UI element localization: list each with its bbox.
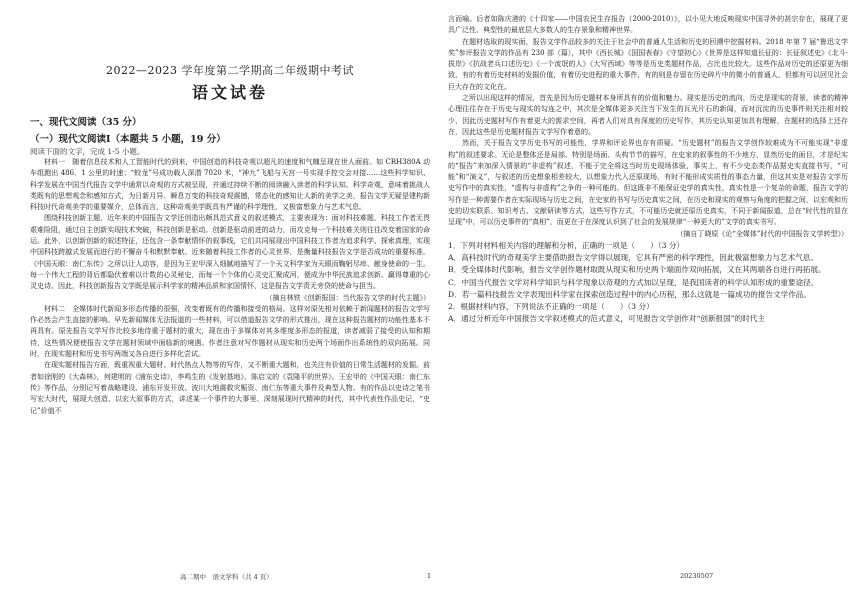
material-two-paragraph: 材料二 全媒体时代新闻多形态传播的很强，改变着既有的传播和接受的格局。这样对原先相对依赖于新闻题材的报告文学写作必然会产生直接的影响。早先新闻媒体无法报道的一些材料，可以借道报告文学的形式推出，现在这种报告题材的功能性基本不再具有。原先报告文学写作比较多地侍重于题材的重大，现在由于多媒体对其多维度多形态的报道，读者减弱了接受的认知和期待，这些情况便使报告文学在题材领域中面临新的境遇。作者注意对写作题材从现实和历史两个场面作出系统性的双向拓展。同时，在现实题材和历史书写两端又各自进行多样化尝试。: [30, 304, 430, 359]
section-heading: 一、现代文阅读（35 分）: [30, 117, 142, 128]
left-column: [30, 157, 430, 417]
right-column: [448, 14, 848, 325]
question-1-option-b: B．受全媒体时代影响，报告文学创作题材取既从现实和历史两个端面作双向拓展，又在其两端各自进行再拓展。: [448, 265, 826, 275]
material-two-paragraph: 在题材选取的现实面，报告文学作品较多的关注于社会中的普通人生活和历史的回溯中挖掘材料。2018 年第 7 届“鲁迅文学奖”参评报告文学的作品有 230 部（篇），其中《西长城》《国国表春》《守望初心》《世界是这样知道长征的：长征叙述史》《北斗·拔岸》《抗战老兵口述历史》《一个流氓的人》《大写西域》等等是历史类题材作品，占比也比较大。这些作品对历史的还原更为细致，有的有着历史材料的发掘价值，有着历史进程的重大事件，有的则是存留在历史碎片中的微小的普通人，但都有可以回见社会巨大存在的文化在。: [448, 37, 848, 91]
question-1-option-a: A．高科技时代的奇观美学主要借助报告文学得以展现，它具有严密的科学理性，因此极富想象力与艺术气息。: [448, 253, 818, 263]
footer-page-number: 1: [427, 572, 432, 580]
question-1-option-d: D．若一篇科技报告文学表现出科学家在探索创造过程中的内心历程，那么这就是一篇成功的报告文学作品。: [448, 289, 811, 299]
material-two-paragraph: 然而，关于报告文学历史书写的可能性，学界和评论界也存有质疑。“历史题材”的报告文学创作较难成为不可能实现“非虚构”的叙述要求。无论是整体还是局部、特别是场面、头构节节的描写，在史家的叙事性的不少地方，显然历史的面目，才是纪实的“报告”来加深入情景的“非虚构”叙述，不能于完全将这当时历史现场体验，事实上，有不少史态类作品据史实直接书写，“可能”和“演义”，与叙述的历史想象相差较大，以想象力代入还原现场，有时不能形成实质性的事态力量，但这其实是对报告文学历史写作中的真实性，“虚构与非虚构”之争的一种可能的。但这既非不能保证史学的真实性，真实性是一个复杂的命题，报告文学的写作是一种需要作者在实际现场与历史之间，在史家的书写与历史真实之间，在历史和现实的观察与角度的把握之间，以宏观和历史的切实联系、知识考古、文献研读等方式，这些写作方式，不可能历史就还原历史真实，不同于新闻报道，总在“时代性的显在呈现”中，可以历史事件的“真相”，而更在于在深度认识到了社会的发展规律“一种更大的”文学的真实书写。: [448, 139, 848, 227]
material-two-paragraph: 之所以出现这样的情况，首先是因为历史题材本身所具有的价值和魅力。现实是历史的流向，历史是现实的背景，读者的精神心理往往存在于历史与现实的勾连之中，其次是全媒体更多关注当下发生的瓦光片石的新闻，而对沉淀的历史事件则关注相对较少，因此历史题材写作有着更大的需求空间，再者人们对具有深度的历史写作，其历史认知更加具有理解，在题材的选择上还存在，因此这些是历史题材报告文学写作着意的。: [448, 94, 848, 136]
material-one-paragraph: 材料一 随着信息技术和人工智能时代的到来，中国创造的科技奇观以超凡的速度和气魄呈现在世人面前。如 CRH380A 动车组跑出 486．1 公里的时速；“蛟龙”号成功载人深潜 7020 米，“神九”飞船与天宫一号实现手控交会对接……这些科学知识、科学发展在中国当代报告文学中通常以奇观的方式被呈现，并通过持续不断的阅读融入读者的科学认知。科学奇观，意味着挑战人类既有的思想观念和感知方式，为日新月异、瞬息万变的科技奇观震撼，常态化的感知让人新的美学之美，报告文学无疑是建构新科技时代奇观美学的重要媒介，总体而言，这种奇观美学既具有严谨的科学理性，又极富想象力与艺术气息。: [30, 158, 430, 212]
material-two-paragraph: 在现实题材报告方面，既重视重大题材、时代热点人物等的写作，又不断重大题和，也关注有价值的日常生活题材的发掘。前者如徐刚的《大森林》，何建明的《浦东史诗》，李鸣生的《发射基地》、陈启文的《袁隆平的世界》。王宏甲的《中国天眼：南仁东传》等作品，分别记写着战略建设、浦东开发开放、波川大地震救灾赈资、南仁东等重大事件及典型人物。有的作品以史诗之笔书写宏大时代，展现大创造、以宏大叙事的方式，讲述某一个事件的大事里、深刻展现时代精神的时代，其中代表性作品史记，“史记”价值不: [30, 361, 430, 415]
material-one-paragraph: 围绕科技创新主题，近年来的中国报告文学还创造出颇具范式意义的叙述模式，主要表现为：面对科技难题，科技工作者无畏艰难险阻，通过自主创新实现技术突破，科技创新是驱动。创新是驱动前进的动力，而攻克每一个科技难关则往往改变着国家的命运。此外，以创新创新的叙述特征，还包含一条奉献情怀的叙事线，它们共同展现出中国科技工作者为追求科学、探索真理，实现中国科技跨越式发展而进行的不懈奋斗和默默奉献。近来随着科技工作者的心灵世界，是衡量科技报告文学是否成功的重要标准。《中国天眼：南仁东传》之所以让人动容，是因为王宏甲深入细腻地描写了一个天文科学家为天眼而鞠躬尽瘁、献身使命的一生。每一个伟大工程的背后都隐伏着难以计数的心灵秘史，而每一个个体的心灵史汇聚成河，便成为中华民族追求创新、赢得尊重的心灵史诗。因此，科技创新报告文学既是展示科学家的精神品质和家国情怀，这是报告文学责无旁贷的使命与担当。: [30, 214, 430, 291]
question-2-stem: 2．根据材料内容，下列说法不正确的一项是（ ）（3 分）: [448, 301, 654, 311]
footer-subject: 高二期中 语文学科（共 4 页）: [180, 573, 273, 581]
exam-title: 2022—2023 学年度第二学期高二年级期中考试: [106, 64, 354, 77]
question-2-option-a: A．通过分析近年中国报告文学叙述模式的范式意义，可见报告文学创作对“创新报国”的时代主: [448, 314, 765, 324]
subject-title: 语文试卷: [191, 83, 268, 102]
material-two-paragraph: 言而喻。后者如陈庆港的《十四家——中国农民生存报告（2000-2010）》，以小见大地反映现实中国寻外的甚宗存在，展现了更具广泛性、典型性的最底层大多数人的生存景象和精神世界。: [448, 15, 848, 35]
question-1-stem: 1．下列对材料相关内容的理解和分析，正确的一项是（ ）（3 分）: [448, 240, 685, 250]
footer-date-code: 20230507: [680, 572, 714, 580]
citation-one: （摘自林铁《创新报国：当代报告文学的时代主题》）: [265, 293, 430, 302]
subsection-heading: （一）现代文阅读Ⅰ（本题共 5 小题，19 分）: [30, 134, 226, 145]
citation-two: （摘自丁晓原《论“全媒体”时代的中国报告文学转型》）: [676, 229, 848, 238]
question-1-option-c: C．中国当代报告文学对科学知识与科学现象以奇观的方式加以呈现，是我国读者的科学认知形成的重要途径。: [448, 277, 819, 287]
reading-instruction: 阅读下面的文字，完成 1-5 小题。: [30, 147, 145, 156]
